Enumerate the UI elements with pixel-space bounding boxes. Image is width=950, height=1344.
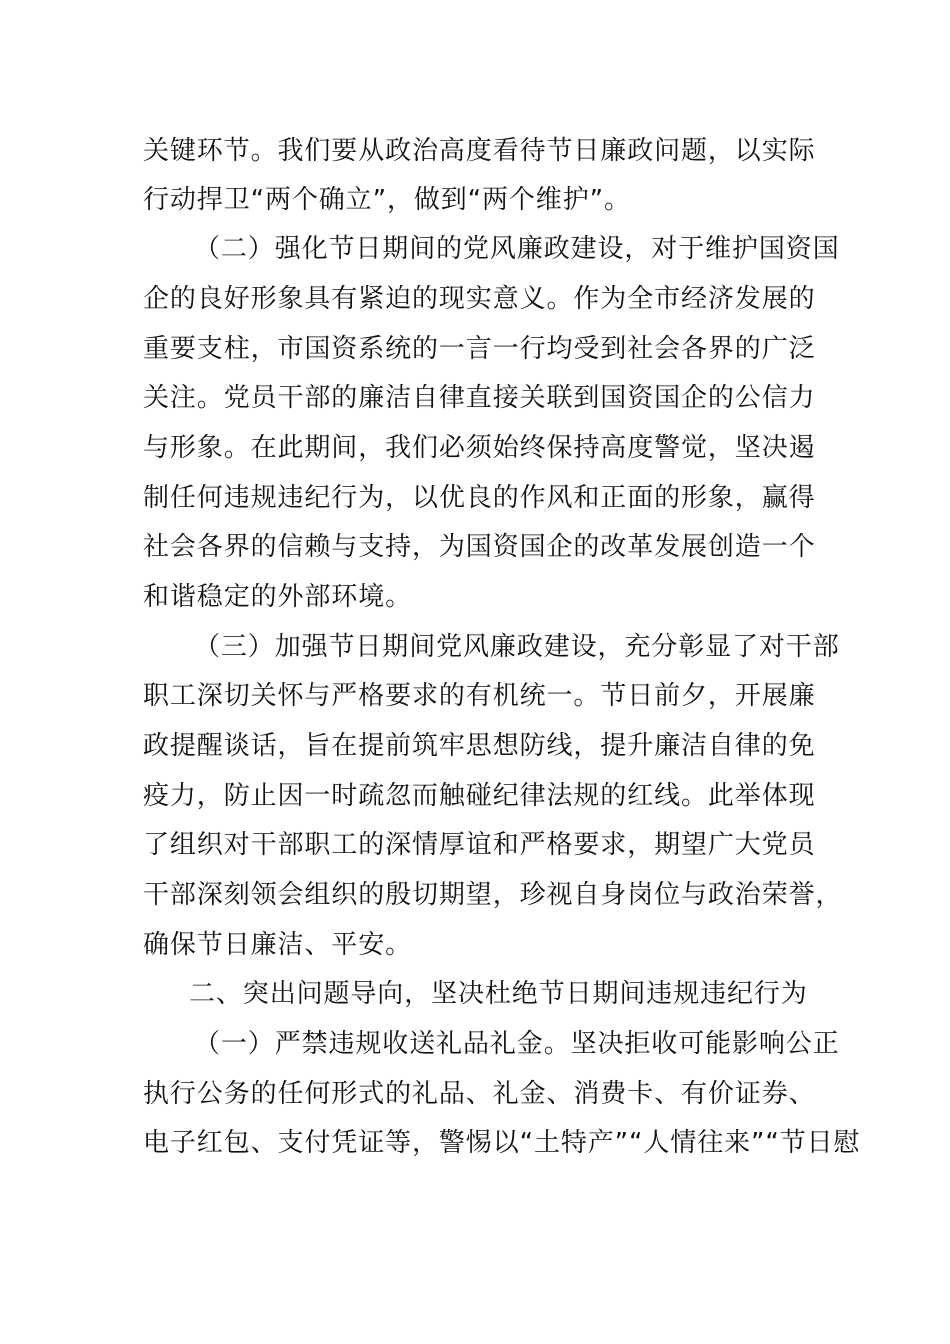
text-line: 企的良好形象具有紧迫的现实意义。作为全市经济发展的 <box>143 284 816 314</box>
paragraph-first-line: （一）严禁违规收送礼品礼金。坚决拒收可能影响公正 <box>194 1029 840 1059</box>
text-line: 行动捍卫“两个确立”，做到“两个维护”。 <box>143 185 631 215</box>
text-line: 制任何违规违纪行为，以优良的作风和正面的形象，赢得 <box>143 483 816 513</box>
text-line: 与形象。在此期间，我们必须始终保持高度警觉，坚决遏 <box>143 433 816 463</box>
text-line: 职工深切关怀与严格要求的有机统一。节日前夕，开展廉 <box>143 681 816 711</box>
section-heading: 二、突出问题导向，坚决杜绝节日期间违规违纪行为 <box>189 979 808 1009</box>
text-line: 关注。党员干部的廉洁自律直接关联到国资国企的公信力 <box>143 383 816 413</box>
paragraph-first-line: （三）加强节日期间党风廉政建设，充分彰显了对干部 <box>194 632 840 662</box>
text-line: 电子红包、支付凭证等，警惕以“土特产”“人情往来”“节日慰 <box>143 1128 861 1158</box>
text-line: 执行公务的任何形式的礼品、礼金、消费卡、有价证券、 <box>143 1079 816 1109</box>
text-line: 干部深刻领会组织的殷切期望，珍视自身岗位与政治荣誉， <box>143 880 843 910</box>
paragraph-first-line: （二）强化节日期间的党风廉政建设，对于维护国资国 <box>194 234 840 264</box>
text-line: 关键环节。我们要从政治高度看待节日廉政问题，以实际 <box>143 136 816 166</box>
text-line: 了组织对干部职工的深情厚谊和严格要求，期望广大党员 <box>143 830 816 860</box>
text-line: 和谐稳定的外部环境。 <box>143 582 413 612</box>
text-line: 重要支柱，市国资系统的一言一行均受到社会各界的广泛 <box>143 334 816 364</box>
text-line: 疫力，防止因一时疏忽而触碰纪律法规的红线。此举体现 <box>143 781 816 811</box>
text-line: 政提醒谈话，旨在提前筑牢思想防线，提升廉洁自律的免 <box>143 731 816 761</box>
text-line: 社会各界的信赖与支持，为国资国企的改革发展创造一个 <box>143 532 816 562</box>
text-line: 确保节日廉洁、平安。 <box>143 930 413 960</box>
